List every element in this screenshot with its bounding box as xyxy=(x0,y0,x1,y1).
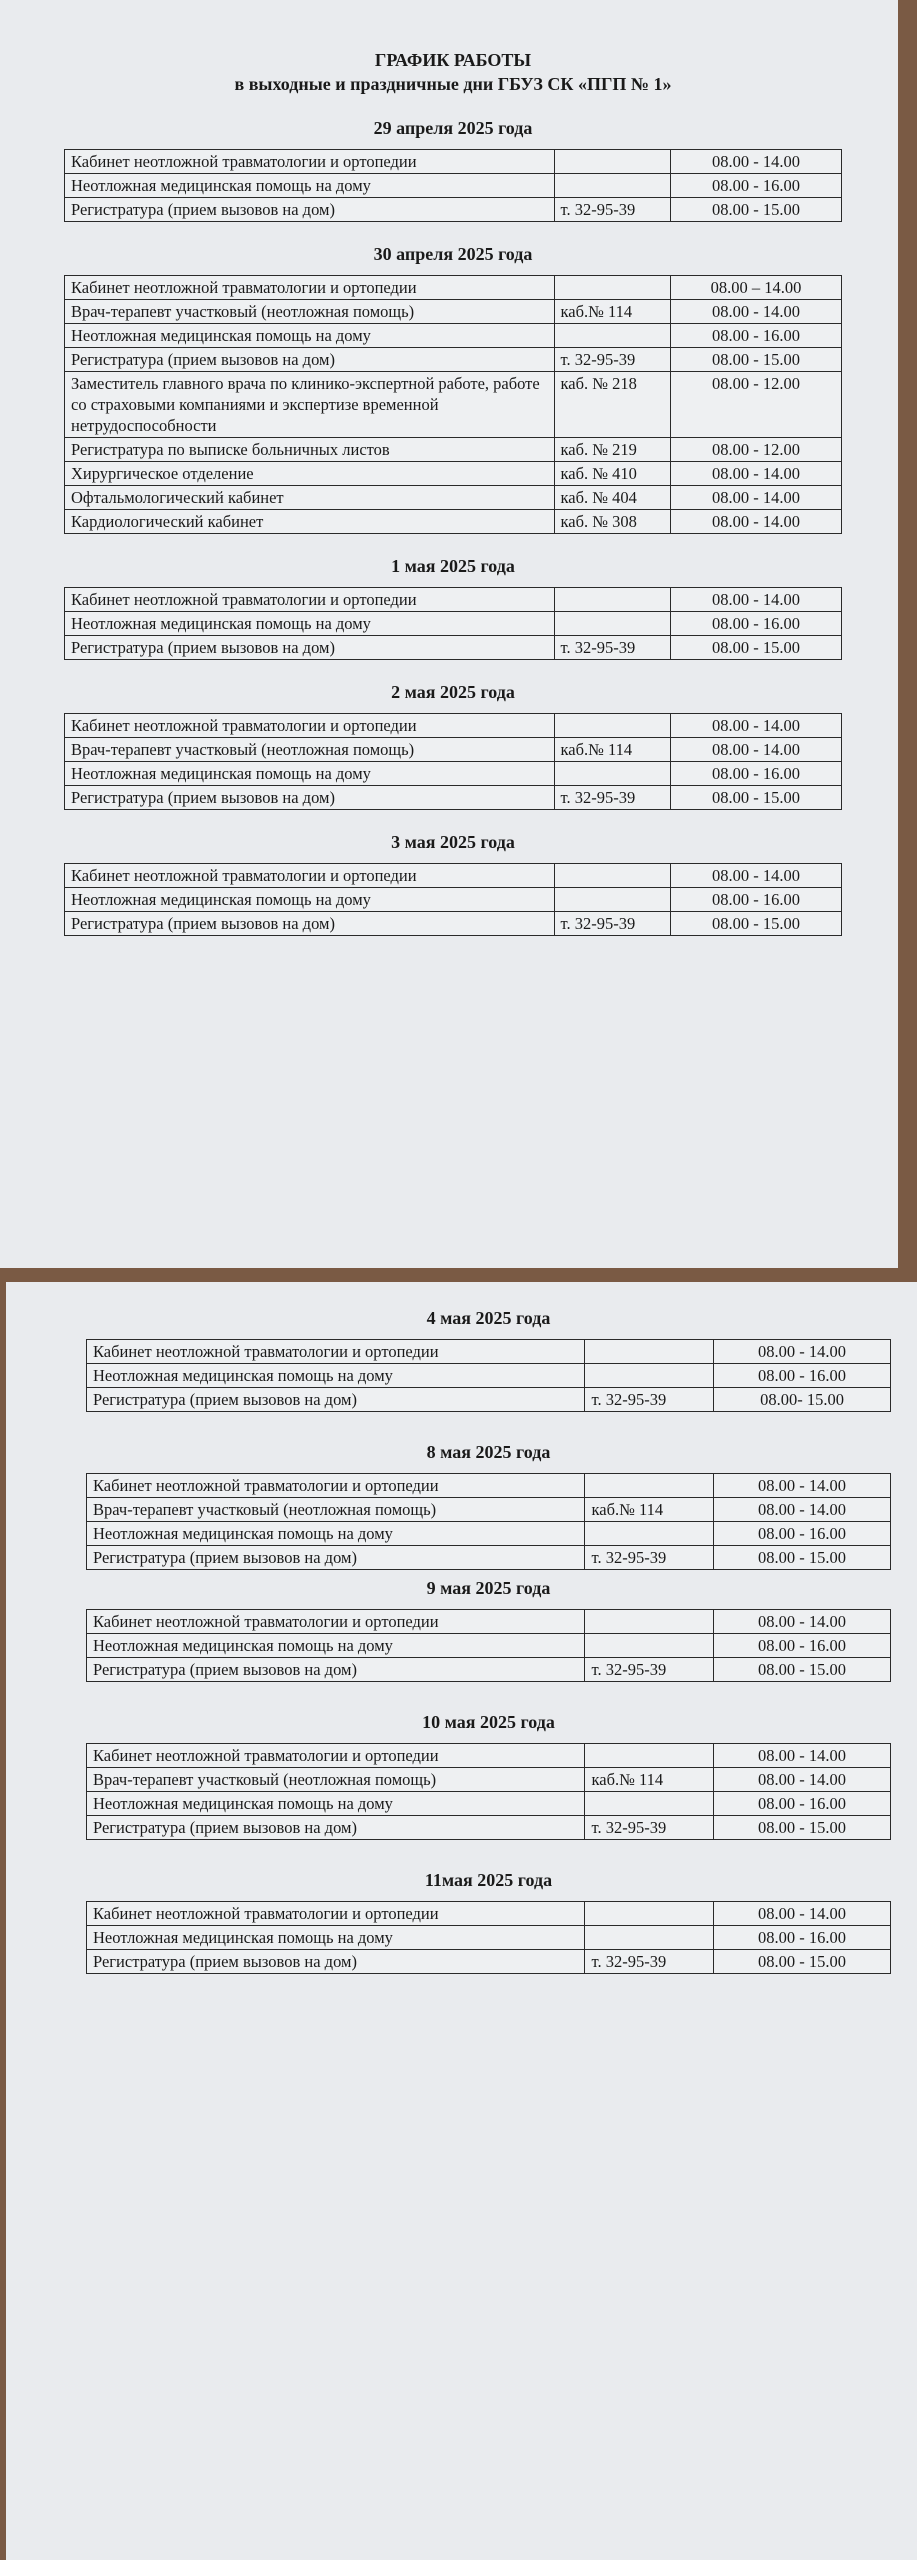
department-cell: Врач-терапевт участковый (неотложная помощь) xyxy=(65,300,555,324)
room-phone-cell xyxy=(554,714,671,738)
room-phone-cell xyxy=(585,1610,714,1634)
department-cell: Регистратура (прием вызовов на дом) xyxy=(65,636,555,660)
room-phone-cell xyxy=(554,588,671,612)
table-row xyxy=(65,510,842,534)
department-cell: Неотложная медицинская помощь на дому xyxy=(65,888,555,912)
day-section xyxy=(86,1578,891,1682)
hours-cell: 08.00 - 14.00 xyxy=(671,738,842,762)
hours-cell: 08.00 - 15.00 xyxy=(714,1658,891,1682)
day-date-heading: 1 мая 2025 года xyxy=(391,556,515,576)
hours-cell: 08.00 - 16.00 xyxy=(671,324,842,348)
department-cell: Неотложная медицинская помощь на дому xyxy=(65,324,555,348)
room-phone-cell: т. 32-95-39 xyxy=(554,912,671,936)
room-phone-cell xyxy=(585,1474,714,1498)
day-date-heading: 4 мая 2025 года xyxy=(426,1308,551,1328)
table-row xyxy=(65,762,842,786)
table-row xyxy=(87,1658,891,1682)
hours-cell: 08.00 - 14.00 xyxy=(714,1498,891,1522)
room-phone-cell xyxy=(585,1792,714,1816)
department-cell: Неотложная медицинская помощь на дому xyxy=(87,1926,585,1950)
table-row xyxy=(65,372,842,438)
table-row xyxy=(65,150,842,174)
table-row xyxy=(87,1792,891,1816)
table-row xyxy=(87,1950,891,1974)
table-row xyxy=(65,276,842,300)
schedule-table xyxy=(86,1901,891,1974)
department-cell: Регистратура (прием вызовов на дом) xyxy=(65,912,555,936)
hours-cell: 08.00 - 14.00 xyxy=(714,1768,891,1792)
hours-cell: 08.00 - 16.00 xyxy=(714,1792,891,1816)
table-row xyxy=(87,1340,891,1364)
hours-cell: 08.00 - 15.00 xyxy=(671,636,842,660)
day-section xyxy=(86,1442,891,1570)
room-phone-cell: каб.№ 114 xyxy=(585,1498,714,1522)
day-date-heading: 11мая 2025 года xyxy=(424,1870,553,1890)
room-phone-cell: каб. № 219 xyxy=(554,438,671,462)
schedule-table xyxy=(64,587,842,660)
hours-cell: 08.00 - 14.00 xyxy=(671,300,842,324)
hours-cell: 08.00 - 14.00 xyxy=(714,1474,891,1498)
table-row xyxy=(87,1546,891,1570)
schedule-table xyxy=(64,275,842,534)
table-row xyxy=(65,714,842,738)
department-cell: Регистратура (прием вызовов на дом) xyxy=(87,1816,585,1840)
room-phone-cell: каб.№ 114 xyxy=(554,738,671,762)
table-row xyxy=(65,738,842,762)
department-cell: Офтальмологический кабинет xyxy=(65,486,555,510)
department-cell: Неотложная медицинская помощь на дому xyxy=(87,1792,585,1816)
hours-cell: 08.00 - 15.00 xyxy=(714,1546,891,1570)
hours-cell: 08.00 - 16.00 xyxy=(671,762,842,786)
department-cell: Врач-терапевт участковый (неотложная помощь) xyxy=(65,738,555,762)
department-cell: Неотложная медицинская помощь на дому xyxy=(87,1634,585,1658)
hours-cell: 08.00 - 15.00 xyxy=(671,198,842,222)
table-row xyxy=(87,1744,891,1768)
hours-cell: 08.00 - 12.00 xyxy=(671,372,842,438)
hours-cell: 08.00 - 15.00 xyxy=(671,348,842,372)
department-cell: Кабинет неотложной травматологии и ортопедии xyxy=(65,276,555,300)
day-section xyxy=(86,1870,891,1974)
department-cell: Регистратура (прием вызовов на дом) xyxy=(87,1546,585,1570)
hours-cell: 08.00- 15.00 xyxy=(714,1388,891,1412)
hours-cell: 08.00 - 14.00 xyxy=(671,510,842,534)
room-phone-cell xyxy=(554,888,671,912)
department-cell: Регистратура по выписке больничных листов xyxy=(65,438,555,462)
hours-cell: 08.00 - 14.00 xyxy=(714,1610,891,1634)
day-date-heading: 8 мая 2025 года xyxy=(426,1442,551,1462)
day-date-heading: 10 мая 2025 года xyxy=(422,1712,555,1732)
hours-cell: 08.00 - 16.00 xyxy=(714,1926,891,1950)
room-phone-cell xyxy=(554,762,671,786)
room-phone-cell xyxy=(585,1926,714,1950)
day-section xyxy=(64,556,842,660)
table-row xyxy=(87,1388,891,1412)
hours-cell: 08.00 – 14.00 xyxy=(671,276,842,300)
table-row xyxy=(87,1610,891,1634)
department-cell: Неотложная медицинская помощь на дому xyxy=(65,762,555,786)
hours-cell: 08.00 - 16.00 xyxy=(714,1522,891,1546)
day-date-heading: 30 апреля 2025 года xyxy=(373,244,533,264)
room-phone-cell: каб.№ 114 xyxy=(554,300,671,324)
hours-cell: 08.00 - 14.00 xyxy=(714,1744,891,1768)
table-row xyxy=(87,1474,891,1498)
table-row xyxy=(87,1926,891,1950)
room-phone-cell xyxy=(554,864,671,888)
hours-cell: 08.00 - 16.00 xyxy=(714,1364,891,1388)
hours-cell: 08.00 - 14.00 xyxy=(671,588,842,612)
hours-cell: 08.00 - 15.00 xyxy=(714,1816,891,1840)
hours-cell: 08.00 - 15.00 xyxy=(671,912,842,936)
schedule-table xyxy=(86,1609,891,1682)
document-subtitle: в выходные и праздничные дни ГБУЗ СК «ПГП № 1» xyxy=(234,74,672,94)
department-cell: Неотложная медицинская помощь на дому xyxy=(87,1364,585,1388)
department-cell: Врач-терапевт участковый (неотложная помощь) xyxy=(87,1498,585,1522)
schedule-table xyxy=(64,863,842,936)
schedule-sheet-page-1 xyxy=(0,0,898,1268)
table-row xyxy=(65,462,842,486)
department-cell: Кабинет неотложной травматологии и ортопедии xyxy=(87,1744,585,1768)
room-phone-cell: т. 32-95-39 xyxy=(554,786,671,810)
department-cell: Кабинет неотложной травматологии и ортопедии xyxy=(65,588,555,612)
room-phone-cell: т. 32-95-39 xyxy=(554,348,671,372)
schedule-table xyxy=(64,713,842,810)
room-phone-cell xyxy=(554,612,671,636)
table-row xyxy=(65,300,842,324)
day-section-list xyxy=(64,118,842,936)
table-row xyxy=(87,1816,891,1840)
table-row xyxy=(87,1522,891,1546)
department-cell: Врач-терапевт участковый (неотложная помощь) xyxy=(87,1768,585,1792)
hours-cell: 08.00 - 14.00 xyxy=(671,714,842,738)
table-row xyxy=(87,1902,891,1926)
department-cell: Хирургическое отделение xyxy=(65,462,555,486)
department-cell: Неотложная медицинская помощь на дому xyxy=(65,174,555,198)
schedule-table xyxy=(86,1743,891,1840)
table-row xyxy=(65,786,842,810)
room-phone-cell: каб.№ 114 xyxy=(585,1768,714,1792)
hours-cell: 08.00 - 14.00 xyxy=(671,150,842,174)
room-phone-cell xyxy=(554,276,671,300)
department-cell: Регистратура (прием вызовов на дом) xyxy=(87,1950,585,1974)
day-section-list xyxy=(86,1308,891,1974)
room-phone-cell: т. 32-95-39 xyxy=(585,1658,714,1682)
table-row xyxy=(65,888,842,912)
table-row xyxy=(65,612,842,636)
department-cell: Кабинет неотложной травматологии и ортопедии xyxy=(65,150,555,174)
department-cell: Кардиологический кабинет xyxy=(65,510,555,534)
day-section xyxy=(86,1308,891,1412)
department-cell: Кабинет неотложной травматологии и ортопедии xyxy=(87,1902,585,1926)
table-row xyxy=(65,198,842,222)
table-row xyxy=(87,1768,891,1792)
department-cell: Кабинет неотложной травматологии и ортопедии xyxy=(87,1340,585,1364)
room-phone-cell xyxy=(554,324,671,348)
department-cell: Кабинет неотложной травматологии и ортопедии xyxy=(87,1610,585,1634)
room-phone-cell: каб. № 410 xyxy=(554,462,671,486)
hours-cell: 08.00 - 14.00 xyxy=(714,1902,891,1926)
hours-cell: 08.00 - 12.00 xyxy=(671,438,842,462)
department-cell: Неотложная медицинская помощь на дому xyxy=(65,612,555,636)
day-section xyxy=(64,118,842,222)
room-phone-cell: каб. № 404 xyxy=(554,486,671,510)
day-section xyxy=(64,832,842,936)
table-row xyxy=(65,864,842,888)
department-cell: Регистратура (прием вызовов на дом) xyxy=(87,1388,585,1412)
room-phone-cell: каб. № 308 xyxy=(554,510,671,534)
day-date-heading: 29 апреля 2025 года xyxy=(373,118,533,138)
table-row xyxy=(65,348,842,372)
hours-cell: 08.00 - 16.00 xyxy=(671,174,842,198)
day-section xyxy=(64,244,842,534)
department-cell: Регистратура (прием вызовов на дом) xyxy=(65,198,555,222)
department-cell: Неотложная медицинская помощь на дому xyxy=(87,1522,585,1546)
department-cell: Заместитель главного врача по клинико-экспертной работе, работе со страховыми компаниями и экспертизе временной нетрудоспособности xyxy=(65,372,555,438)
room-phone-cell xyxy=(585,1340,714,1364)
table-row xyxy=(65,324,842,348)
table-row xyxy=(87,1634,891,1658)
room-phone-cell xyxy=(585,1364,714,1388)
table-row xyxy=(65,588,842,612)
room-phone-cell: т. 32-95-39 xyxy=(585,1950,714,1974)
room-phone-cell xyxy=(585,1634,714,1658)
hours-cell: 08.00 - 16.00 xyxy=(671,612,842,636)
room-phone-cell: т. 32-95-39 xyxy=(585,1546,714,1570)
hours-cell: 08.00 - 15.00 xyxy=(671,786,842,810)
hours-cell: 08.00 - 15.00 xyxy=(714,1950,891,1974)
table-row xyxy=(65,486,842,510)
room-phone-cell xyxy=(585,1522,714,1546)
table-row xyxy=(65,912,842,936)
department-cell: Кабинет неотложной травматологии и ортопедии xyxy=(65,864,555,888)
schedule-table xyxy=(64,149,842,222)
room-phone-cell xyxy=(585,1744,714,1768)
department-cell: Кабинет неотложной травматологии и ортопедии xyxy=(87,1474,585,1498)
department-cell: Регистратура (прием вызовов на дом) xyxy=(65,348,555,372)
room-phone-cell: т. 32-95-39 xyxy=(585,1388,714,1412)
room-phone-cell: т. 32-95-39 xyxy=(585,1816,714,1840)
room-phone-cell: каб. № 218 xyxy=(554,372,671,438)
day-section xyxy=(64,682,842,810)
table-row xyxy=(65,438,842,462)
room-phone-cell xyxy=(585,1902,714,1926)
table-row xyxy=(65,174,842,198)
table-row xyxy=(87,1498,891,1522)
room-phone-cell xyxy=(554,150,671,174)
hours-cell: 08.00 - 14.00 xyxy=(671,864,842,888)
document-title: ГРАФИК РАБОТЫ xyxy=(374,50,532,70)
table-row xyxy=(65,636,842,660)
hours-cell: 08.00 - 16.00 xyxy=(714,1634,891,1658)
department-cell: Регистратура (прием вызовов на дом) xyxy=(65,786,555,810)
department-cell: Регистратура (прием вызовов на дом) xyxy=(87,1658,585,1682)
hours-cell: 08.00 - 14.00 xyxy=(714,1340,891,1364)
day-date-heading: 2 мая 2025 года xyxy=(391,682,515,702)
hours-cell: 08.00 - 14.00 xyxy=(671,486,842,510)
day-date-heading: 9 мая 2025 года xyxy=(426,1578,551,1598)
schedule-table xyxy=(86,1473,891,1570)
day-date-heading: 3 мая 2025 года xyxy=(391,832,515,852)
room-phone-cell: т. 32-95-39 xyxy=(554,636,671,660)
hours-cell: 08.00 - 16.00 xyxy=(671,888,842,912)
room-phone-cell xyxy=(554,174,671,198)
table-row xyxy=(87,1364,891,1388)
schedule-table xyxy=(86,1339,891,1412)
day-section xyxy=(86,1712,891,1840)
department-cell: Кабинет неотложной травматологии и ортопедии xyxy=(65,714,555,738)
hours-cell: 08.00 - 14.00 xyxy=(671,462,842,486)
schedule-sheet-page-2 xyxy=(6,1282,917,2560)
room-phone-cell: т. 32-95-39 xyxy=(554,198,671,222)
